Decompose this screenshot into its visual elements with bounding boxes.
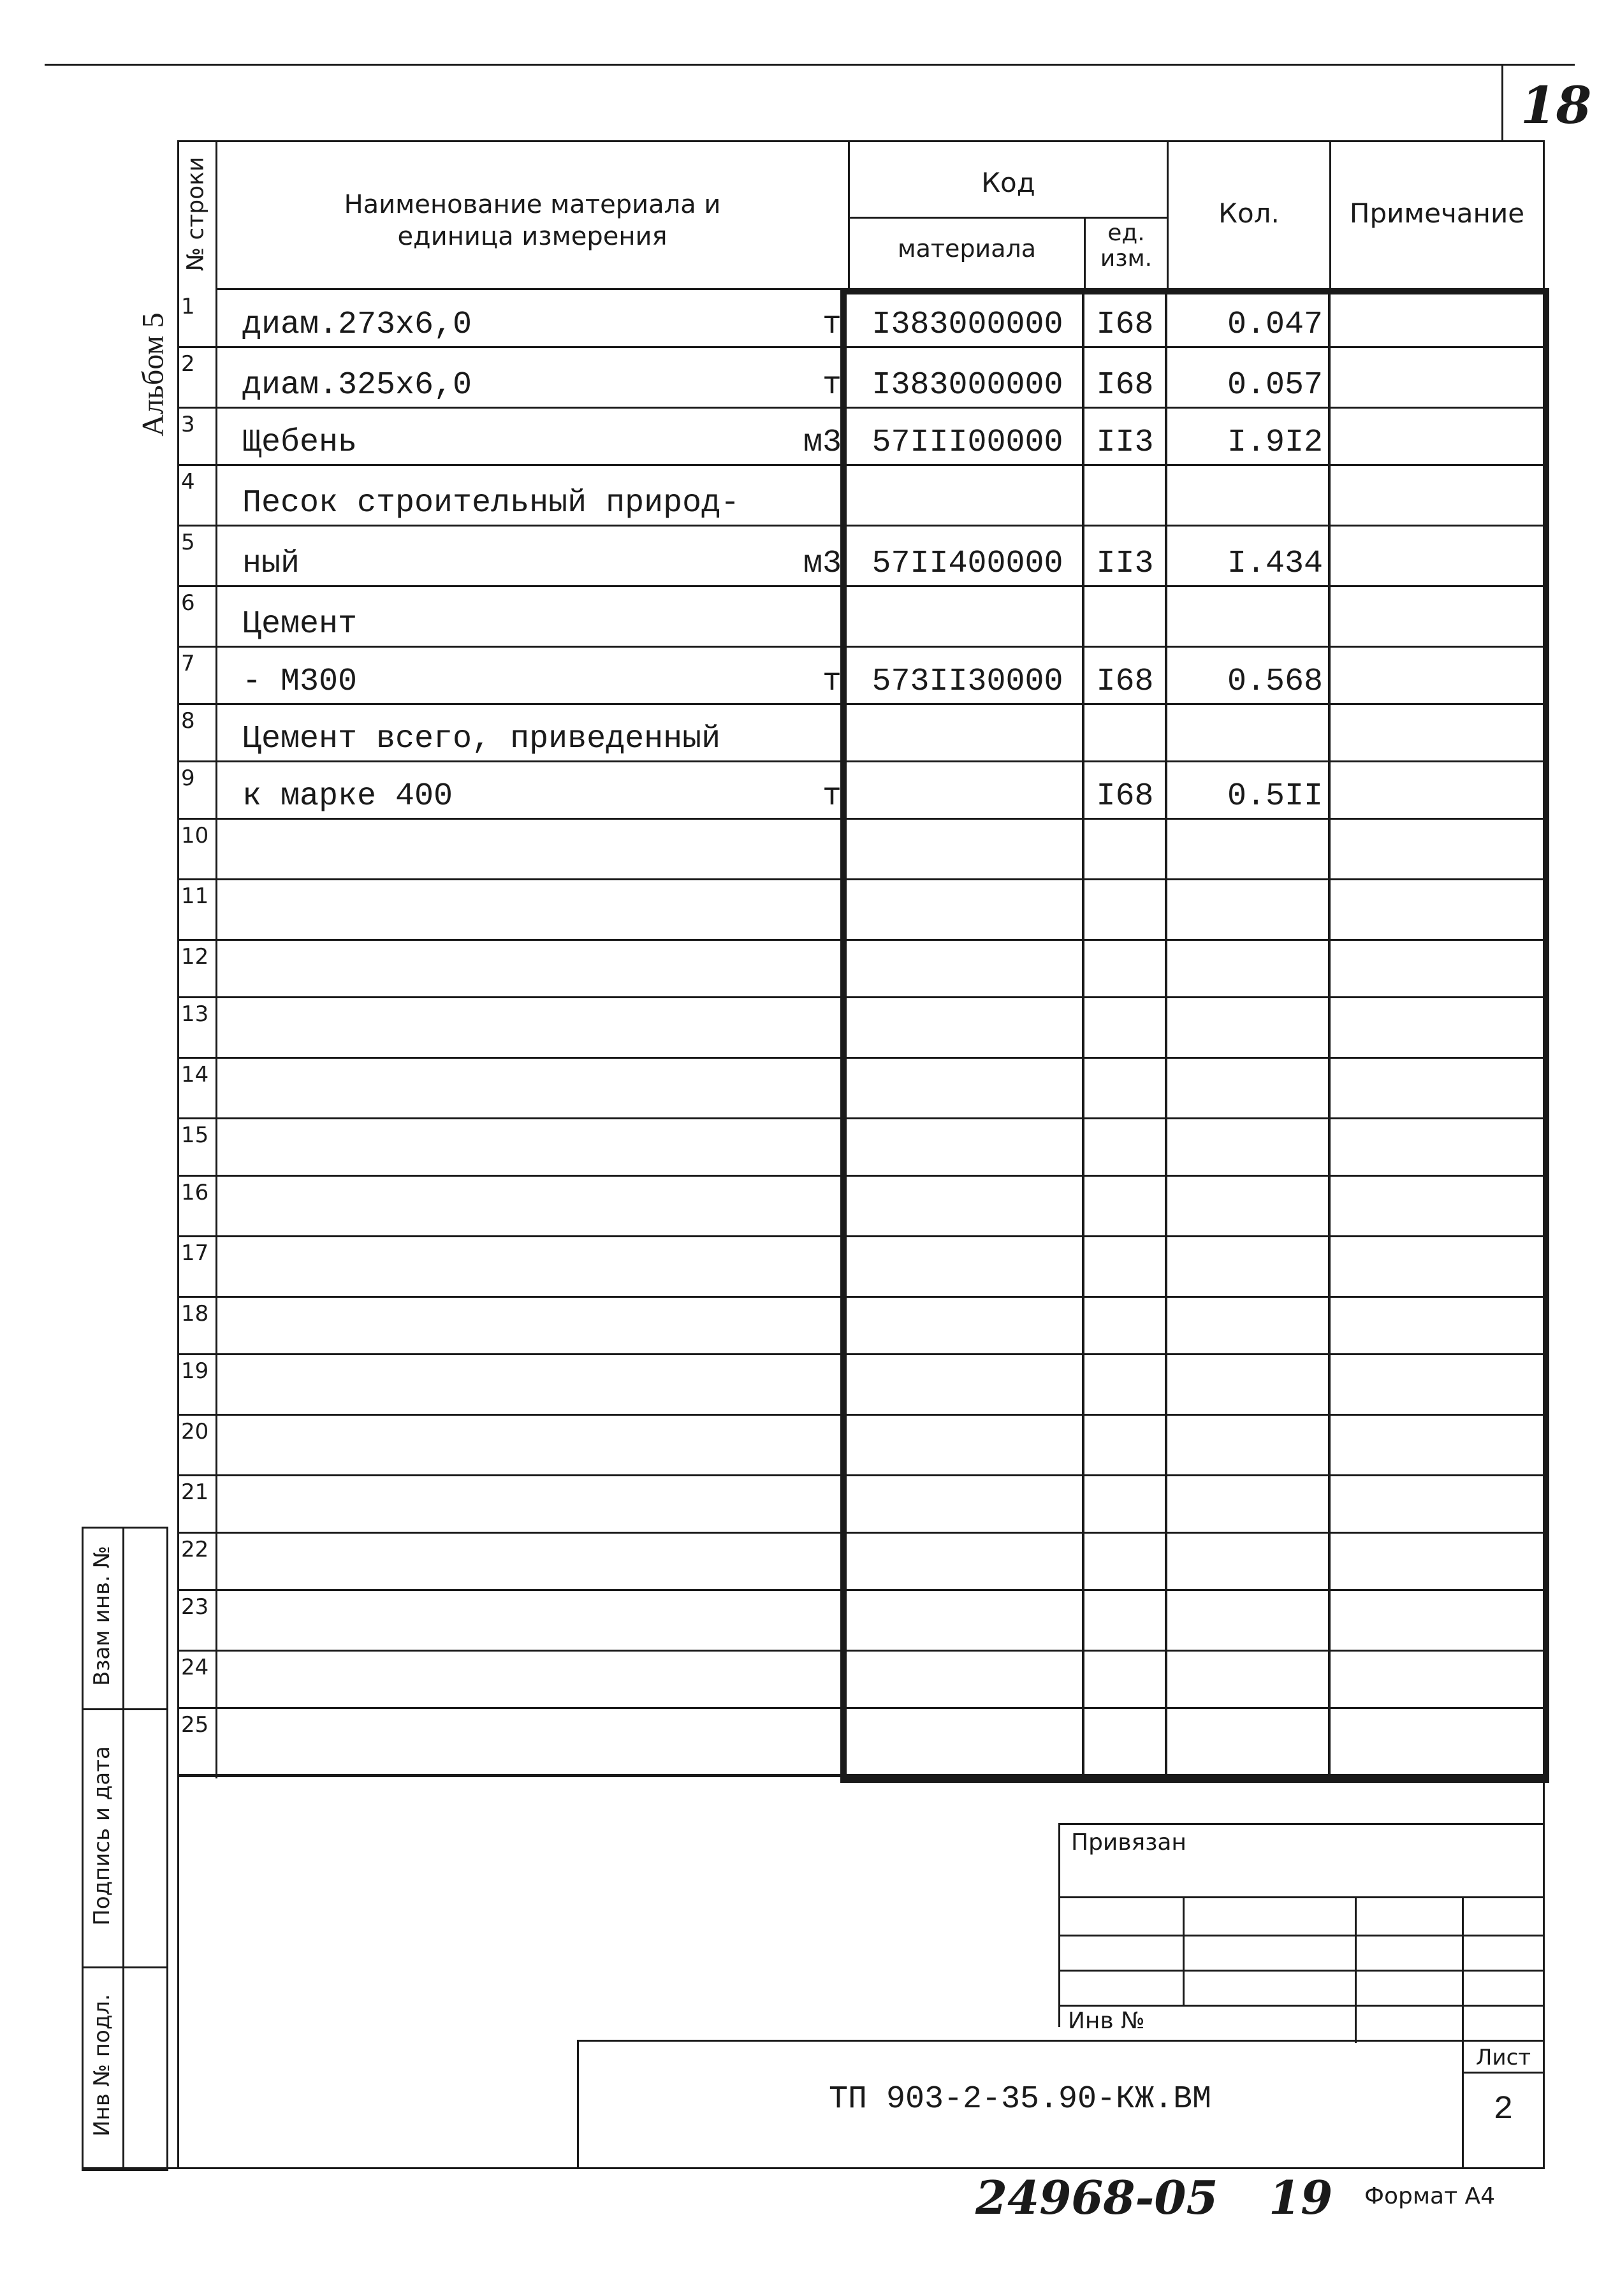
row-unit: м3 [803,425,842,461]
row-name: - М300 [242,664,358,700]
row-qty: I.434 [1227,546,1323,582]
row-number: 18 [181,1301,209,1326]
row-name: к марке 400 [242,778,453,815]
row-qty: 0.5II [1227,778,1323,815]
row-line [177,760,1545,762]
side-stamp-divider [122,1527,124,2167]
side-podpis: Подпись и дата [89,1746,115,1926]
row-line [177,1589,1545,1591]
tb-v2 [1355,1896,1357,2043]
row-unit-code: I68 [1096,778,1154,815]
row-number: 8 [181,708,195,734]
row-line [177,346,1545,348]
footer-handwritten-page: 19 [1269,2170,1333,2225]
tb-privyazan-top [1058,1823,1545,1825]
row-line [177,1650,1545,1652]
table-top-border [177,140,1545,142]
row-unit: т [822,307,842,343]
tb-main-top [577,2040,1545,2042]
header-unit-line1: ед. [1107,220,1145,246]
row-qty: I.9I2 [1227,425,1323,461]
row-line [177,1235,1545,1237]
row-number: 17 [181,1240,209,1266]
top-rule [45,64,1575,66]
row-material-code: 57II400000 [872,546,1063,582]
col-unitcode-left [1082,290,1084,1775]
row-material-code: I383000000 [872,307,1063,343]
col-note-left [1328,290,1331,1775]
row-name: ный [242,546,300,582]
row-line [177,1474,1545,1476]
row-name: Песок строительный природ- [242,485,740,521]
row-line [177,1353,1545,1355]
row-line [177,464,1545,466]
row-material-code: 573II30000 [872,664,1063,700]
row-name: Цемент [242,606,358,643]
row-line [177,1414,1545,1416]
tb-list-no: 2 [1493,2091,1514,2128]
row-number: 15 [181,1123,209,1148]
row-line [177,703,1545,705]
row-line [177,878,1545,880]
row-material-code: I383000000 [872,367,1063,403]
row-number: 13 [181,1001,209,1027]
hdr-h-code [848,217,1167,219]
header-name-line2: единица измерения [397,222,668,251]
row-line [177,939,1545,941]
row-line [177,1175,1545,1177]
row-number: 20 [181,1419,209,1444]
row-qty: 0.057 [1227,367,1323,403]
header-note: Примечание [1349,198,1525,229]
tb-h4 [1058,2005,1545,2007]
row-line [177,646,1545,648]
side-inv-podl: Инв № подл. [89,1994,115,2137]
row-number: 24 [181,1655,209,1680]
row-number: 4 [181,469,195,495]
row-name: диам.325х6,0 [242,367,472,403]
footer-format: Формат А4 [1364,2183,1496,2209]
row-name: диам.273х6,0 [242,307,472,343]
tb-privyazan: Привязан [1071,1829,1186,1856]
row-number: 7 [181,651,195,676]
tb-h1 [1058,1896,1545,1898]
row-unit: т [822,664,842,700]
row-qty: 0.047 [1227,307,1323,343]
bold-frame [840,288,1549,1783]
row-number: 10 [181,823,209,848]
row-number: 19 [181,1358,209,1384]
side-stamp-h1 [82,1708,166,1710]
row-line [177,525,1545,527]
row-number: 21 [181,1479,209,1505]
tb-v1 [1183,1896,1185,2005]
side-vzam: Взам инв. № [89,1545,115,1687]
tb-h3 [1058,1970,1545,1972]
row-number: 12 [181,944,209,970]
row-number: 6 [181,590,195,616]
row-number: 11 [181,883,209,909]
row-line [177,1057,1545,1059]
tb-list-divider [1462,2072,1545,2074]
row-unit-code: I68 [1096,307,1154,343]
tb-privyazan-left [1058,1823,1060,2027]
row-line [177,1296,1545,1298]
row-name: Щебень [242,425,358,461]
row-line [177,1707,1545,1709]
hdr-bottom [215,288,853,290]
row-number: 25 [181,1712,209,1738]
col-qty-left [1165,290,1167,1775]
row-unit-code: I68 [1096,367,1154,403]
row-number: 2 [181,351,195,377]
header-name-line1: Наименование материала и [344,190,721,219]
row-name: Цемент всего, приведенный [242,721,721,757]
header-row-no: № строки [182,156,209,272]
page-number: 18 [1521,75,1592,135]
row-number: 1 [181,294,195,319]
row-line [177,1532,1545,1534]
row-line [177,1117,1545,1119]
tb-doc-code: ТП 903-2-35.90-КЖ.ВМ [828,2081,1212,2118]
row-unit-code: I68 [1096,664,1154,700]
album-label: Альбом 5 [136,312,170,437]
tb-list-label: Лист [1475,2045,1531,2070]
table-left-border [177,140,179,2167]
row-unit-code: II3 [1096,425,1154,461]
footer-handwritten-code: 24968-05 [975,2170,1218,2225]
row-line [177,585,1545,587]
row-unit: м3 [803,546,842,582]
table-bottom [177,1775,1545,1777]
hdr-v-code [848,140,850,290]
side-stamp-h2 [82,1966,166,1968]
header-qty: Кол. [1218,198,1280,229]
row-unit-code: II3 [1096,546,1154,582]
row-line [177,996,1545,998]
row-material-code: 57III00000 [872,425,1063,461]
row-line [177,407,1545,409]
row-unit: т [822,778,842,815]
tb-inv-no: Инв № [1068,2008,1145,2034]
page-bottom-border [82,2167,1545,2169]
row-number: 9 [181,766,195,791]
row-number: 3 [181,412,195,437]
row-number: 23 [181,1594,209,1620]
header-code: Код [981,167,1035,198]
tb-h2 [1058,1935,1545,1936]
row-qty: 0.568 [1227,664,1323,700]
page-number-divider [1501,64,1503,140]
row-number: 14 [181,1062,209,1087]
row-unit: т [822,367,842,403]
row-number: 16 [181,1180,209,1205]
header-unit-line2: изм. [1100,245,1153,272]
row-number: 22 [181,1537,209,1562]
row-line [177,818,1545,820]
row-number: 5 [181,530,195,555]
header-material: материала [897,235,1037,263]
